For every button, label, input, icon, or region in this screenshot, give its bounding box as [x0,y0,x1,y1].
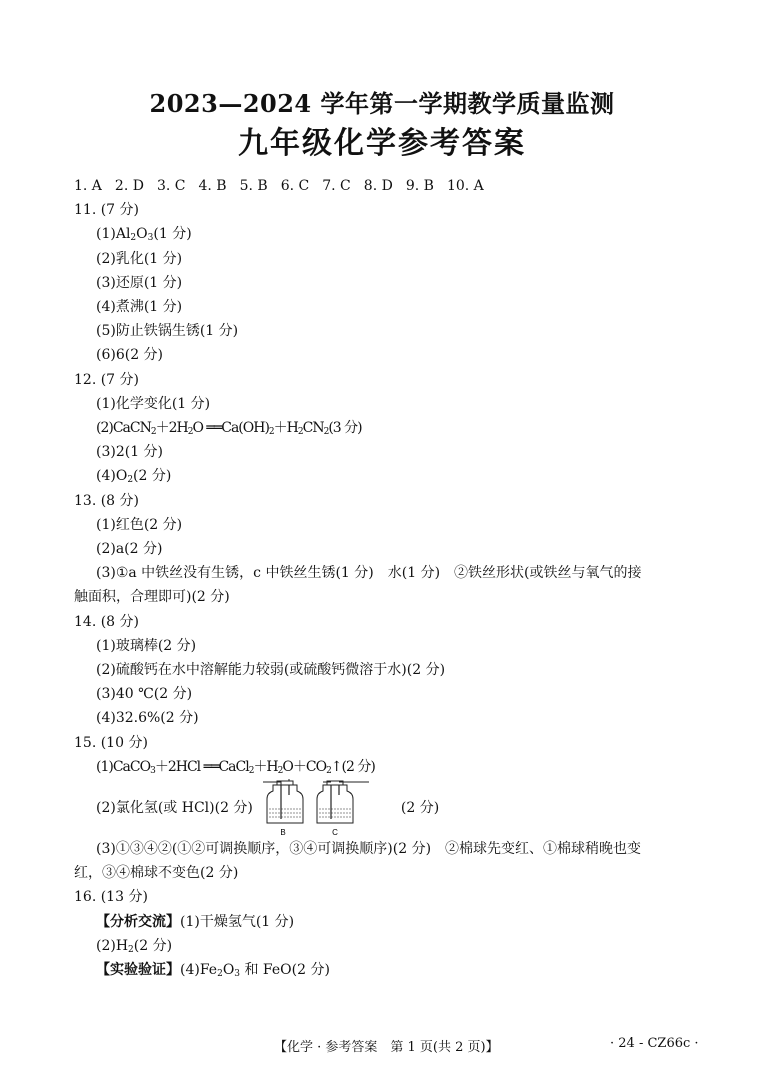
q13-answer-3-line1: (3)①a 中铁丝没有生锈，c 中铁丝生锈(1 分) 水(1 分) ②铁丝形状(或铁丝与氧气的接 [96,565,642,582]
q12-answer-1: (1)化学变化(1 分) [96,395,211,412]
bottle-b-label: B [280,828,286,838]
mc-answer: 10. A [446,178,484,194]
multiple-choice-answers [74,174,714,198]
mc-answer: 6. C [280,178,310,194]
q11-answer-4: (4)煮沸(1 分) [96,299,183,316]
q14-answer-1: (1)玻璃棒(2 分) [96,637,197,654]
q11-answer-1: $(1)Al_2O_3(1$ 分) [96,226,192,244]
section-label-verification: 【实验验证】 [96,962,180,979]
q13-answer-3-line2: 触面积，合理即可)(2 分) [74,589,230,606]
bottle-c-icon [317,781,369,823]
q15-answer-2-text: (2)氯化氢(或 HCl)(2 分) [96,799,253,816]
q11-answer-2: (2)乳化(1 分) [96,250,183,267]
q14-answer-2: (2)硫酸钙在水中溶解能力较弱(或硫酸钙微溶于水)(2 分) [96,662,446,679]
footer-code: · 24 - CZ66c · [610,1036,699,1051]
q12-answer-4: $(4)O_2(2$ 分) [96,468,172,486]
mc-answer: 3. C [156,178,186,194]
q16-answer-2: $(2)H_2(2$ 分) [96,937,173,955]
q15-answer-1-equation: (1)CaCO$_3$＋2HCl $══CaCl_2+H_2O+CO_2↑(2$ 分) [96,758,375,776]
bottle-c-label: C [332,828,338,838]
q16-answer-1: 【分析交流】(1)干燥氢气(1 分) [96,913,295,930]
bottle-b-icon [263,779,323,823]
q13-answer-1: (1)红色(2 分) [96,516,183,533]
question-13-heading: 13. (8 分) [74,492,139,509]
q15-answer-2 [74,779,714,837]
section-label-analysis: 【分析交流】 [96,913,180,930]
mc-answer: 8. D [363,178,393,194]
mc-answer: 1. A [74,178,102,194]
gas-washing-bottles-diagram [259,779,379,837]
q14-answer-4: (4)32.6%(2 分) [96,710,199,727]
question-14-heading: 14. (8 分) [74,613,139,630]
question-16-heading: 16. (13 分) [74,889,148,906]
question-11-heading: 11. (7 分) [74,202,139,219]
q12-answer-2-equation: $(2)CaCN_2+2H_2O$ $══Ca(OH)_2+H_2CN_2(3$ 分) [96,420,362,438]
mc-answer: 9. B [405,178,434,194]
question-15-heading: 15. (10 分) [74,734,148,751]
q15-answer-3-line1: (3)①③④②(①②可调换顺序，③④可调换顺序)(2 分) ②棉球先变红、①棉球稍晚也变 [96,841,642,858]
page-title-line1: 2023—2024 学年第一学期教学质量监测 [149,89,615,118]
footer-page-info: 【化学 · 参考答案 第 1 页(共 2 页)】 [274,1040,499,1055]
q11-answer-3: (3)还原(1 分) [96,274,183,291]
mc-answer: 5. B [239,178,268,194]
mc-answer: 7. C [322,178,351,194]
q14-answer-3: (3)40 ℃(2 分) [96,686,193,703]
answers-body [74,174,714,982]
q16-answer-4: 【实验验证】$(4)Fe_2O_3$ 和 FeO(2 分) [96,962,330,980]
page-title-line2: 九年级化学参考答案 [238,126,526,161]
q13-answer-2: (2)a(2 分) [96,541,163,558]
mc-answer: 4. B [198,178,227,194]
q15-answer-2-score: (2 分) [400,799,440,816]
q12-answer-3: (3)2(1 分) [96,444,164,461]
mc-answer: 2. D [114,178,144,194]
question-12-heading: 12. (7 分) [74,371,139,388]
q11-answer-5: (5)防止铁锅生锈(1 分) [96,323,239,340]
q15-answer-3-line2: 红，③④棉球不变色(2 分) [74,865,239,882]
q11-answer-6: (6)6(2 分) [96,347,164,364]
